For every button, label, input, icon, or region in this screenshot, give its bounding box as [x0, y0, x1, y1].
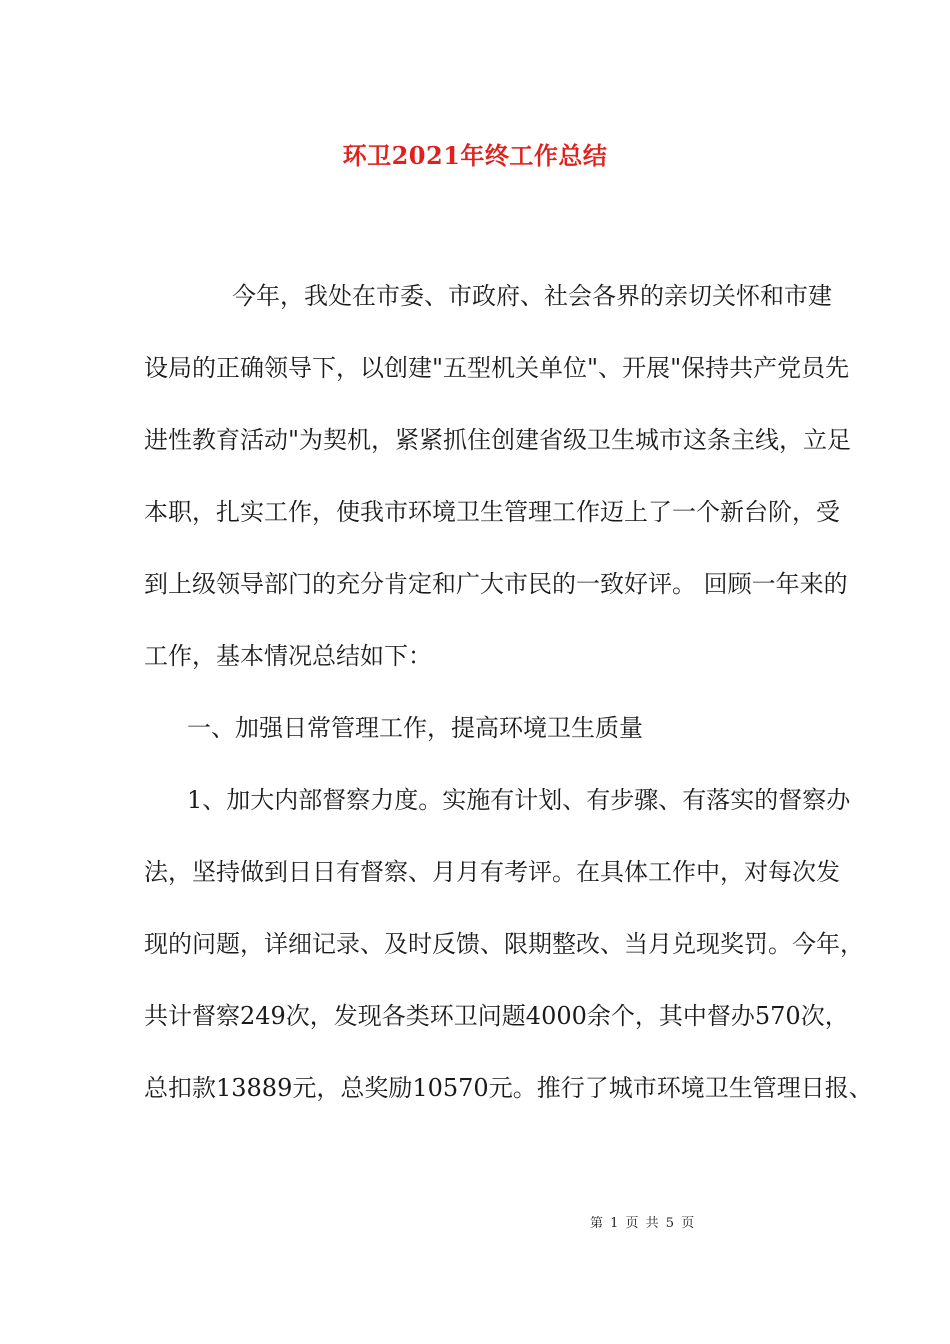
body-line: 总扣款13889元，总奖励10570元。推行了城市环境卫生管理日报、: [144, 1074, 873, 1102]
page-number-footer: 第 1 页 共 5 页: [590, 1216, 695, 1231]
document-title: 环卫2021年终工作总结: [342, 141, 608, 170]
body-line: 设局的正确领导下，以创建"五型机关单位"、开展"保持共产党员先: [144, 354, 850, 382]
body-line: 到上级领导部门的充分肯定和广大市民的一致好评。 回顾一年来的: [144, 570, 848, 598]
body-line: 法，坚持做到日日有督察、月月有考评。在具体工作中，对每次发: [144, 858, 840, 886]
body-line: 今年，我处在市委、市政府、社会各界的亲切关怀和市建: [232, 282, 832, 310]
body-line: 共计督察249次，发现各类环卫问题4000余个，其中督办570次，: [144, 1002, 849, 1030]
body-line: 进性教育活动"为契机，紧紧抓住创建省级卫生城市这条主线，立足: [144, 426, 852, 454]
section-heading: 一、加强日常管理工作，提高环境卫生质量: [187, 714, 643, 742]
body-line: 本职，扎实工作，使我市环境卫生管理工作迈上了一个新台阶，受: [144, 498, 840, 526]
body-line: 工作，基本情况总结如下：: [144, 642, 432, 670]
body-line: 1、加大内部督察力度。实施有计划、有步骤、有落实的督察办: [187, 786, 851, 814]
body-line: 现的问题，详细记录、及时反馈、限期整改、当月兑现奖罚。今年，: [144, 930, 864, 958]
